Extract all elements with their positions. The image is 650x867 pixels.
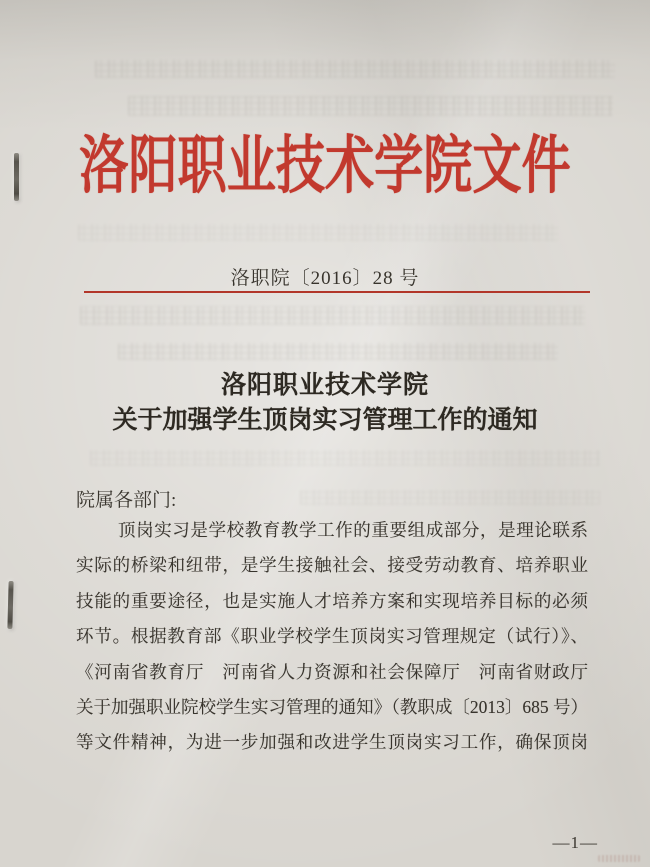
salutation: 院属各部门: [76,490,177,511]
document-title-line1: 洛阳职业技术学院 [220,372,429,399]
bleedthrough-ghost [78,224,558,241]
body-line: 实际的桥梁和纽带，是学生接触社会、接受劳动教育、培养职业 [76,555,588,576]
body-line: 环节。根据教育部《职业学校学生顶岗实习管理规定（试行）》、 [76,626,588,647]
document-number: 洛职院〔2016〕28 号 [230,268,420,289]
body-line: 等文件精神，为进一步加强和改进学生顶岗实习工作，确保顶岗 [76,732,588,753]
bleedthrough-ghost [300,490,600,505]
bleedthrough-ghost [95,60,615,78]
bleedthrough-ghost [118,343,558,360]
body-line: 关于加强职业院校学生实习管理的通知》（教职成〔2013〕685 号） [76,696,588,717]
bleedthrough-ghost [90,450,600,466]
page-number: —1— [552,833,598,852]
body-line: 技能的重要途径，也是实施人才培养方案和实现培养目标的必须 [76,590,588,611]
staple-bottom [7,581,13,629]
bleedthrough-ghost [598,855,640,862]
letterhead-title: 洛阳职业技术学院文件 [79,131,571,201]
bleedthrough-ghost [80,306,585,325]
document-title-line2: 关于加强学生顶岗实习管理工作的通知 [112,407,538,434]
red-separator-line [84,291,590,293]
body-text [76,513,588,761]
body-line: 《河南省教育厅 河南省人力资源和社会保障厅 河南省财政厅 [76,661,588,682]
staple-top [14,153,19,201]
bleedthrough-ghost [128,96,613,116]
body-line: 顶岗实习是学校教育教学工作的重要组成部分，是理论联系 [118,520,588,540]
